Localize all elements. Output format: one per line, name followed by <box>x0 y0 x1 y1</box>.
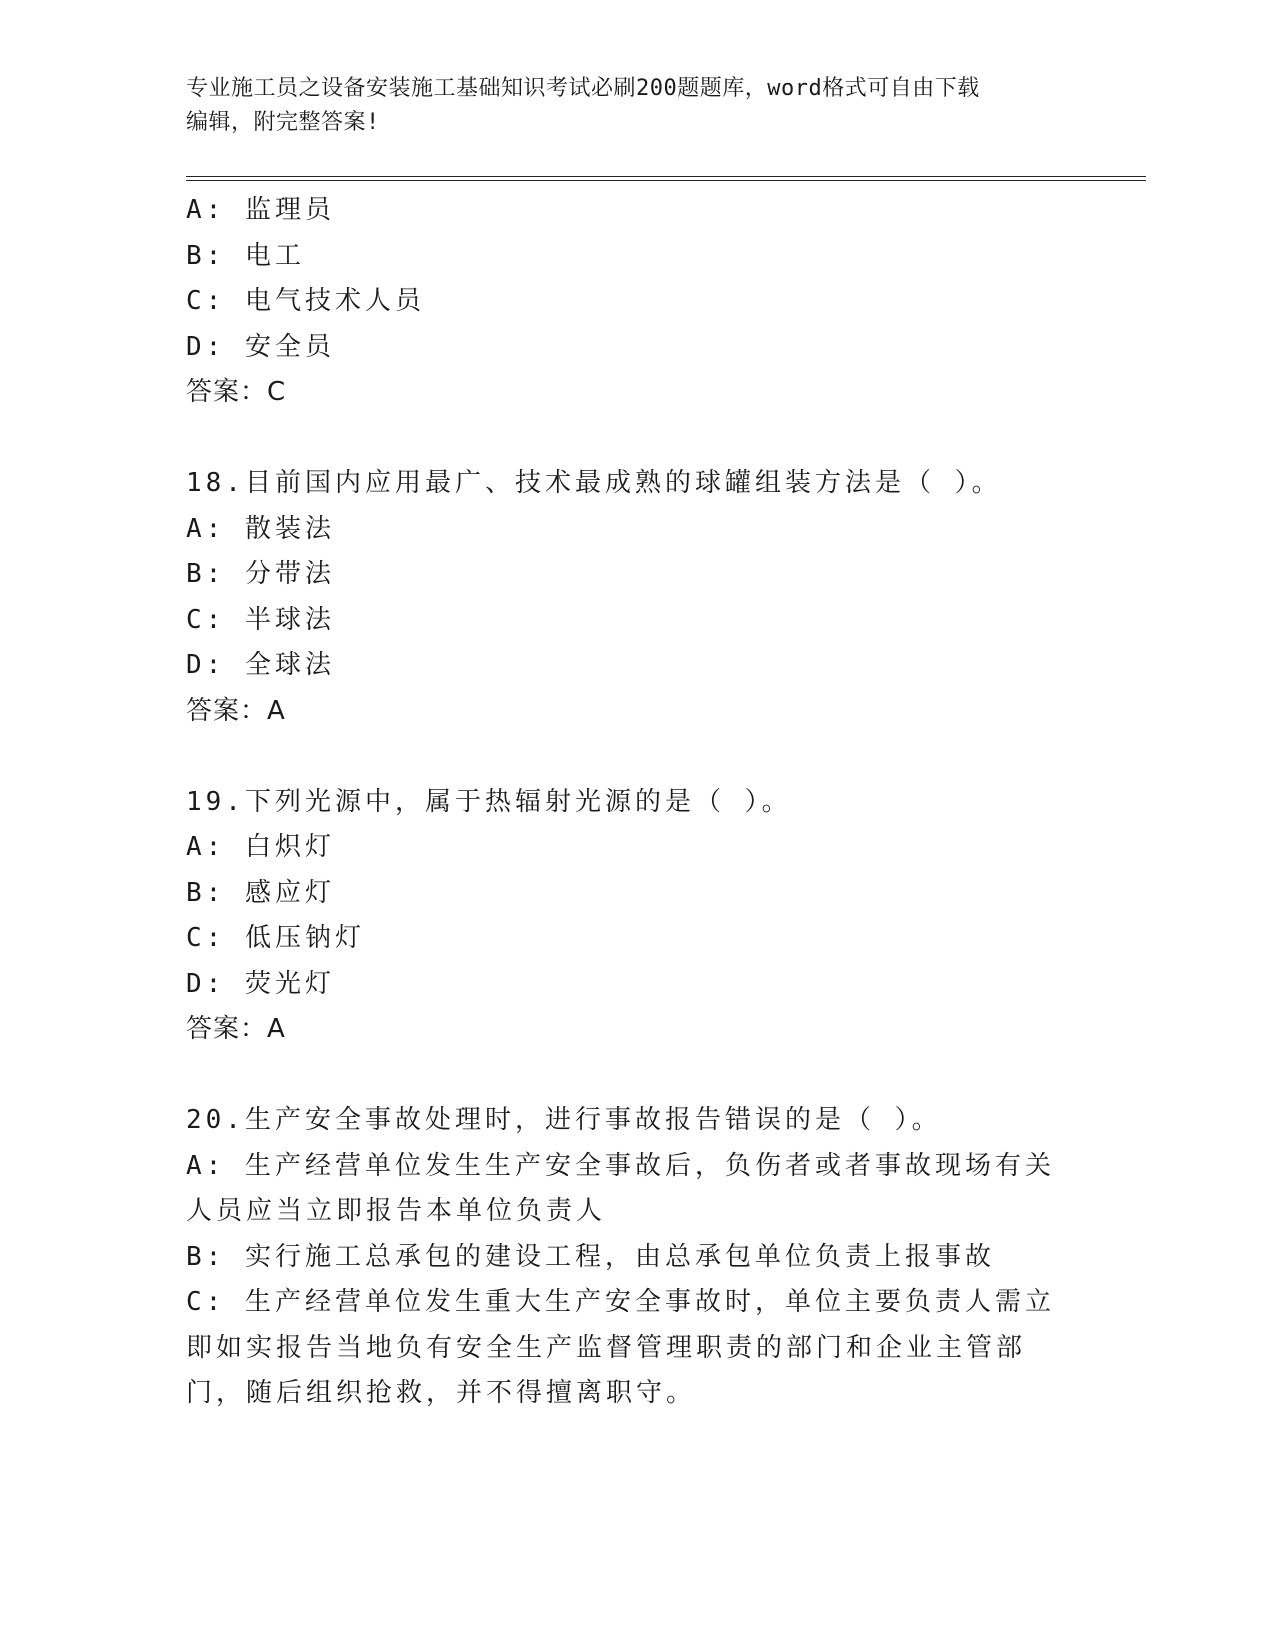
option-text: 荧光灯 <box>244 968 335 999</box>
option-text: 安全员 <box>244 331 335 362</box>
option-label: A: <box>186 1150 226 1181</box>
option-c <box>186 1280 1066 1417</box>
option-b <box>186 1235 1066 1281</box>
header-title-line1: 专业施工员之设备安装施工基础知识考试必刷200题题库，word格式可自由下载 <box>186 76 980 101</box>
option-label: C: <box>186 286 226 316</box>
option-label: C: <box>186 604 226 635</box>
option-text: 电工 <box>244 240 305 271</box>
option-text: 生产经营单位发生生产安全事故后，负伤者或者事故现场有关人员应当立即报告本单位负责人 <box>186 1150 1055 1226</box>
option-label: D: <box>186 650 226 680</box>
question-20 <box>186 1098 1086 1417</box>
option-d <box>186 962 1086 1008</box>
question-stem: 20.生产安全事故处理时，进行事故报告错误的是（ ）。 <box>186 1105 942 1135</box>
option-text: 生产经营单位发生重大生产安全事故时，单位主要负责人需立即如实报告当地负有安全生产监督管理职责的部门和企业主管部门，随后组织抢救，并不得擅离职守。 <box>186 1287 1055 1408</box>
option-label: A: <box>186 832 226 862</box>
option-text: 半球法 <box>244 604 335 635</box>
option-b <box>186 552 1086 598</box>
header-divider <box>186 176 1146 181</box>
option-text: 实行施工总承包的建设工程，由总承包单位负责上报事故 <box>244 1241 995 1272</box>
header-title-line2: 编辑，附完整答案! <box>186 110 380 135</box>
option-c <box>186 598 1086 644</box>
option-text: 散装法 <box>244 513 335 544</box>
option-label: B: <box>186 877 226 908</box>
question-17-options <box>186 188 1086 416</box>
question-19 <box>186 780 1086 1053</box>
option-label: A: <box>186 195 226 225</box>
option-d <box>186 325 1086 371</box>
answer-line: 答案：C <box>186 377 287 407</box>
option-label: B: <box>186 1241 226 1272</box>
option-a <box>186 1144 1066 1235</box>
question-18 <box>186 461 1086 734</box>
option-d <box>186 643 1086 689</box>
option-c <box>186 279 1086 325</box>
option-text: 全球法 <box>244 650 335 680</box>
option-label: D: <box>186 968 226 999</box>
option-label: A: <box>186 513 226 544</box>
option-label: C: <box>186 1287 226 1317</box>
option-label: D: <box>186 331 226 362</box>
spacer <box>186 416 1086 462</box>
answer-line: 答案：A <box>186 1014 286 1044</box>
question-stem: 19.下列光源中，属于热辐射光源的是（ ）。 <box>186 786 792 817</box>
answer-line: 答案：A <box>186 695 286 726</box>
option-a <box>186 825 1086 871</box>
option-text: 监理员 <box>244 195 335 225</box>
page-header <box>186 72 1066 140</box>
option-text: 感应灯 <box>244 877 335 908</box>
question-stem: 18.目前国内应用最广、技术最成熟的球罐组装方法是（ ）。 <box>186 468 1002 498</box>
spacer <box>186 734 1086 780</box>
option-b <box>186 871 1086 917</box>
question-content <box>186 188 1086 1417</box>
option-label: B: <box>186 559 226 589</box>
option-c <box>186 916 1086 962</box>
option-a <box>186 188 1086 234</box>
option-label: C: <box>186 923 226 953</box>
option-text: 低压钠灯 <box>244 923 365 953</box>
option-text: 电气技术人员 <box>244 286 425 316</box>
option-text: 白炽灯 <box>244 832 335 862</box>
option-text: 分带法 <box>244 559 335 589</box>
spacer <box>186 1053 1086 1099</box>
option-label: B: <box>186 240 226 271</box>
option-a <box>186 507 1086 553</box>
option-b <box>186 234 1086 280</box>
